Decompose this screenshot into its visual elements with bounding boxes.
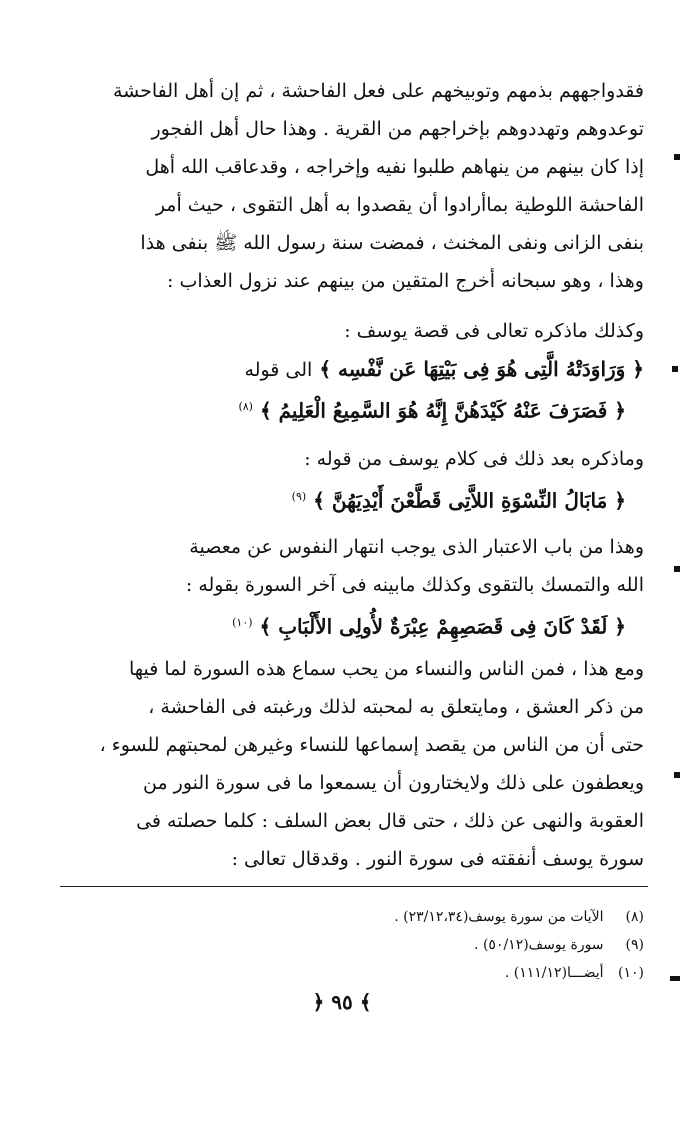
verse-tail: الى قوله: [244, 359, 313, 381]
text-line: إذا كان بينهم من ينهاهم طلبوا نفيه وإخراجه ، وقدعاقب الله أهل: [145, 156, 644, 178]
verse-text: ﴿ مَابَالُ النِّسْوَةِ اللاَّتِى قَطَّعْنَ أَيْدِيَهُنَّ ﴾: [313, 488, 626, 513]
quran-verse: [84, 350, 644, 388]
text-line: وكذلك ماذكره تعالى فى قصة يوسف :: [344, 320, 644, 342]
text-line: الله والتمسك بالتقوى وكذلك مابينه فى آخر السورة بقوله :: [185, 574, 644, 596]
paragraph-3: [84, 440, 644, 516]
quran-verse: [84, 604, 644, 642]
footnote-number: (٨): [625, 909, 644, 925]
text-line: وماذكره بعد ذلك فى كلام يوسف من قوله :: [304, 448, 644, 470]
paragraph-5: [84, 650, 644, 878]
text-line: وهذا ، وهو سبحانه أخرج المتقين من بينهم عند نزول العذاب :: [167, 270, 644, 292]
verse-text: ﴿ فَصَرَفَ عَنْهُ كَيْدَهُنَّ إِنَّهُ هُوَ السَّمِيعُ الْعَلِيمُ ﴾: [259, 398, 626, 423]
verse-text: ﴿ لَقَدْ كَانَ فِى قَصَصِهِمْ عِبْرَةٌ لأُولِى الأَلْبَابِ ﴾: [259, 614, 626, 639]
footnote-ref: (٩): [291, 490, 307, 503]
footnote-divider: [60, 886, 648, 887]
paragraph-1: [84, 72, 644, 300]
page-number: ﴿ ٩٥ ﴾: [312, 990, 372, 1014]
footnote-text: الآيات من سورة يوسف(٢٣/١٢،٣٤) .: [394, 909, 604, 925]
text-line: العقوبة والنهى عن ذلك ، حتى قال بعض السلف : كلما حصلته فى: [136, 810, 644, 832]
scan-mark: [674, 772, 680, 778]
footnote: [224, 960, 644, 986]
paragraph-2: [84, 312, 644, 426]
footnote: [224, 932, 644, 958]
text-line: فقدواجههم بذمهم وتوبيخهم على فعل الفاحشة ، ثم إن أهل الفاحشة: [112, 80, 644, 102]
text-line: سورة يوسف أنفقته فى سورة النور . وقدقال تعالى :: [231, 848, 644, 870]
paragraph-4: [84, 528, 644, 642]
text-line: ويعطفون على ذلك ولايختارون أن يسمعوا ما فى سورة النور من: [142, 772, 644, 794]
footnote-number: (٩): [625, 937, 644, 953]
text-line: توعدوهم وتهددوهم بإخراجهم من القرية . وهذا حال أهل الفجور: [151, 118, 644, 140]
scan-mark: [674, 154, 680, 160]
text-line: حتى أن من الناس من يقصد إسماعها للنساء وغيرهن لمحبتهم للسوء ،: [99, 734, 644, 756]
verse-text: ﴿ وَرَاوَدَتْهُ الَّتِى هُوَ فِى بَيْتِهَا عَن نَّفْسِه ﴾: [319, 357, 644, 381]
scan-mark: [672, 366, 678, 372]
quran-verse: [84, 478, 644, 516]
footnote: [224, 904, 644, 930]
footnote-number: (١٠): [618, 965, 644, 981]
text-line: ومع هذا ، فمن الناس والنساء من يحب سماع هذه السورة لما فيها: [128, 658, 644, 680]
text-line: الفاحشة اللوطية بماأرادوا أن يقصدوا به أهل التقوى ، حيث أمر: [155, 194, 644, 216]
text-line: وهذا من باب الاعتبار الذى يوجب انتهار النفوس عن معصية: [189, 536, 644, 558]
scan-mark: [670, 976, 680, 981]
footnote-ref: (١٠): [232, 616, 253, 629]
text-line: بنفى الزانى ونفى المخنث ، فمضت سنة رسول الله ﷺ بنفى هذا: [140, 232, 644, 254]
footnote-ref: (٨): [238, 400, 253, 413]
text-line: من ذكر العشق ، ومايتعلق به لمحبته لذلك ورغبته فى الفاحشة ،: [148, 696, 644, 718]
scan-mark: [674, 566, 680, 572]
footnote-text: أيضـــا(١١١/١٢) .: [504, 965, 604, 981]
footnote-text: سورة يوسف(٥٠/١٢) .: [474, 937, 604, 953]
quran-verse: [84, 388, 644, 426]
